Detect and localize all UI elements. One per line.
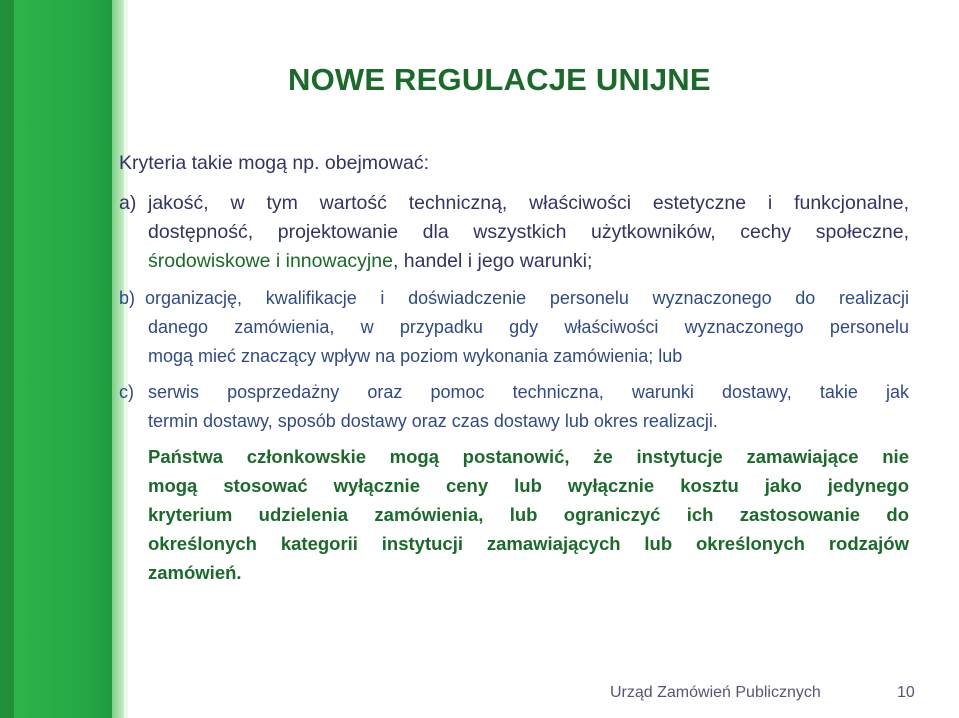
item-line: dostępność, projektowanie dla wszystkich użytkowników, cechy społeczne, [148, 221, 909, 243]
paragraph-line: mogą stosować wyłącznie ceny lub wyłącznie kosztu jako jedynego [148, 475, 909, 496]
sidebar-green-band [14, 0, 112, 718]
paragraph-line: Państwa członkowskie mogą postanowić, że instytucje zamawiające nie [148, 446, 909, 467]
highlighted-text: środowiskowe i innowacyjne [148, 250, 393, 272]
item-line-rest: , handel i jego warunki; [392, 250, 593, 272]
intro-text: Kryteria takie mogą np. obejmować: [119, 152, 429, 174]
item-label: b) [119, 288, 136, 308]
item-line: mogą mieć znaczący wpływ na poziom wykonania zamówienia; lub [148, 346, 683, 366]
item-label: c) [119, 382, 134, 402]
page-number: 10 [897, 684, 915, 701]
item-line: termin dostawy, sposób dostawy oraz czas dostawy lub okres realizacji. [148, 411, 718, 431]
item-line: jakość, w tym wartość techniczną, właściwości estetyczne i funkcjonalne, [148, 192, 909, 214]
sidebar-light-stripe [112, 0, 124, 718]
sidebar-edge [124, 0, 128, 718]
item-line [148, 250, 593, 273]
item-label: a) [119, 192, 137, 214]
paragraph-line: zamówień. [148, 562, 242, 583]
paragraph-line: określonych kategorii instytucji zamawiających lub określonych rodzajów [148, 533, 909, 554]
sidebar-dark-stripe [0, 0, 14, 718]
footer-organization: Urząd Zamówień Publicznych [610, 684, 821, 701]
item-line: danego zamówienia, w przypadku gdy właściwości wyznaczonego personelu [148, 317, 909, 337]
item-line: serwis posprzedażny oraz pomoc techniczna, warunki dostawy, takie jak [148, 382, 909, 402]
slide-title: NOWE REGULACJE UNIJNE [288, 62, 711, 97]
paragraph-line: kryterium udzielenia zamówienia, lub ograniczyć ich zastosowanie do [148, 504, 909, 525]
item-line: organizację, kwalifikacje i doświadczenie personelu wyznaczonego do realizacji [145, 288, 909, 308]
